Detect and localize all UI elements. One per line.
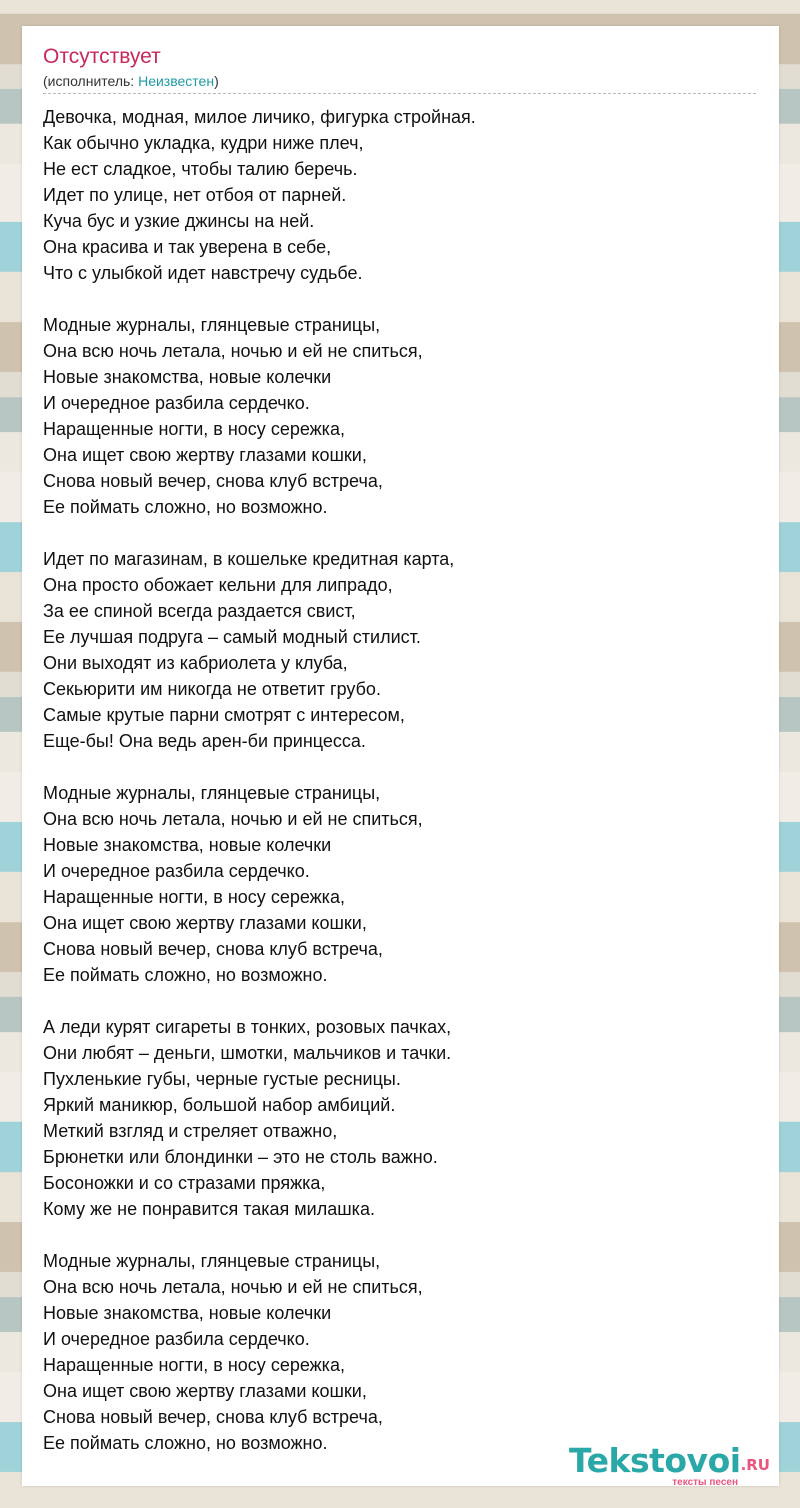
lyrics-line: Яркий маникюр, большой набор амбиций. <box>43 1095 396 1115</box>
lyrics-line: Что с улыбкой идет навстречу судьбе. <box>43 263 363 283</box>
lyrics-line: Куча бус и узкие джинсы на ней. <box>43 211 315 231</box>
lyrics-line: Пухленькие губы, черные густые ресницы. <box>43 1069 401 1089</box>
lyrics-line: Новые знакомства, новые колечки <box>43 835 332 855</box>
lyrics-line: Как обычно укладка, кудри ниже плеч, <box>43 133 364 153</box>
lyrics-line: Меткий взгляд и стреляет отважно, <box>43 1121 338 1141</box>
lyrics-card <box>22 26 779 1486</box>
lyrics-body <box>43 104 763 1482</box>
logo-name: Tekstovoi <box>569 1441 741 1480</box>
lyrics-stanza <box>43 546 763 754</box>
lyrics-line: Она ищет свою жертву глазами кошки, <box>43 445 367 465</box>
lyrics-line: И очередное разбила сердечко. <box>43 393 310 413</box>
lyrics-line: Модные журналы, глянцевые страницы, <box>43 783 381 803</box>
lyrics-line: Она ищет свою жертву глазами кошки, <box>43 913 367 933</box>
lyrics-line: Ее лучшая подруга – самый модный стилист. <box>43 627 421 647</box>
lyrics-line: За ее спиной всегда раздается свист, <box>43 601 356 621</box>
artist-line <box>43 72 219 90</box>
lyrics-line: Снова новый вечер, снова клуб встреча, <box>43 471 383 491</box>
lyrics-line: Новые знакомства, новые колечки <box>43 367 332 387</box>
lyrics-line: Она всю ночь летала, ночью и ей не спиться, <box>43 1277 423 1297</box>
title-divider <box>43 93 756 94</box>
lyrics-line: Еще-бы! Она ведь арен-би принцесса. <box>43 731 366 751</box>
lyrics-line: Наращенные ногти, в носу сережка, <box>43 1355 345 1375</box>
lyrics-line: Новые знакомства, новые колечки <box>43 1303 332 1323</box>
lyrics-line: Модные журналы, глянцевые страницы, <box>43 1251 381 1271</box>
lyrics-line: Снова новый вечер, снова клуб встреча, <box>43 1407 383 1427</box>
lyrics-line: Она всю ночь летала, ночью и ей не спиться, <box>43 809 423 829</box>
logo-tagline: тексты песен <box>672 1477 738 1488</box>
lyrics-line: Идет по улице, нет отбоя от парней. <box>43 185 347 205</box>
lyrics-line: Наращенные ногти, в носу сережка, <box>43 419 345 439</box>
lyrics-stanza <box>43 1248 763 1456</box>
artist-suffix: ) <box>214 73 219 89</box>
lyrics-line: Брюнетки или блондинки – это не столь важно. <box>43 1147 438 1167</box>
lyrics-line: Идет по магазинам, в кошельке кредитная карта, <box>43 549 455 569</box>
lyrics-line: И очередное разбила сердечко. <box>43 861 310 881</box>
artist-prefix: (исполнитель: <box>43 73 139 89</box>
lyrics-line: Кому же не понравится такая милашка. <box>43 1199 375 1219</box>
lyrics-line: Они выходят из кабриолета у клуба, <box>43 653 348 673</box>
lyrics-line: И очередное разбила сердечко. <box>43 1329 310 1349</box>
lyrics-line: Она просто обожает кельни для липрадо, <box>43 575 393 595</box>
lyrics-line: Ее поймать сложно, но возможно. <box>43 497 328 517</box>
artist-link[interactable]: Неизвестен <box>138 73 215 89</box>
lyrics-line: Снова новый вечер, снова клуб встреча, <box>43 939 383 959</box>
lyrics-line: Она красива и так уверена в себе, <box>43 237 332 257</box>
lyrics-stanza <box>43 1014 763 1222</box>
lyrics-line: Наращенные ногти, в носу сережка, <box>43 887 345 907</box>
lyrics-stanza <box>43 104 763 286</box>
lyrics-line: Она ищет свою жертву глазами кошки, <box>43 1381 367 1401</box>
lyrics-line: Самые крутые парни смотрят с интересом, <box>43 705 405 725</box>
song-title: Отсутствует <box>43 45 161 68</box>
lyrics-line: Она всю ночь летала, ночью и ей не спиться, <box>43 341 423 361</box>
lyrics-line: Девочка, модная, милое личико, фигурка стройная. <box>43 107 476 127</box>
lyrics-line: Ее поймать сложно, но возможно. <box>43 965 328 985</box>
lyrics-line: Они любят – деньги, шмотки, мальчиков и тачки. <box>43 1043 452 1063</box>
lyrics-line: А леди курят сигареты в тонких, розовых пачках, <box>43 1017 452 1037</box>
lyrics-line: Не ест сладкое, чтобы талию беречь. <box>43 159 358 179</box>
lyrics-stanza <box>43 780 763 988</box>
logo-tld: .RU <box>740 1456 770 1474</box>
lyrics-line: Ее поймать сложно, но возможно. <box>43 1433 328 1453</box>
lyrics-line: Модные журналы, глянцевые страницы, <box>43 315 381 335</box>
lyrics-line: Секьюрити им никогда не ответит грубо. <box>43 679 381 699</box>
lyrics-stanza <box>43 312 763 520</box>
lyrics-line: Босоножки и со стразами пряжка, <box>43 1173 326 1193</box>
site-logo[interactable] <box>569 1441 770 1488</box>
